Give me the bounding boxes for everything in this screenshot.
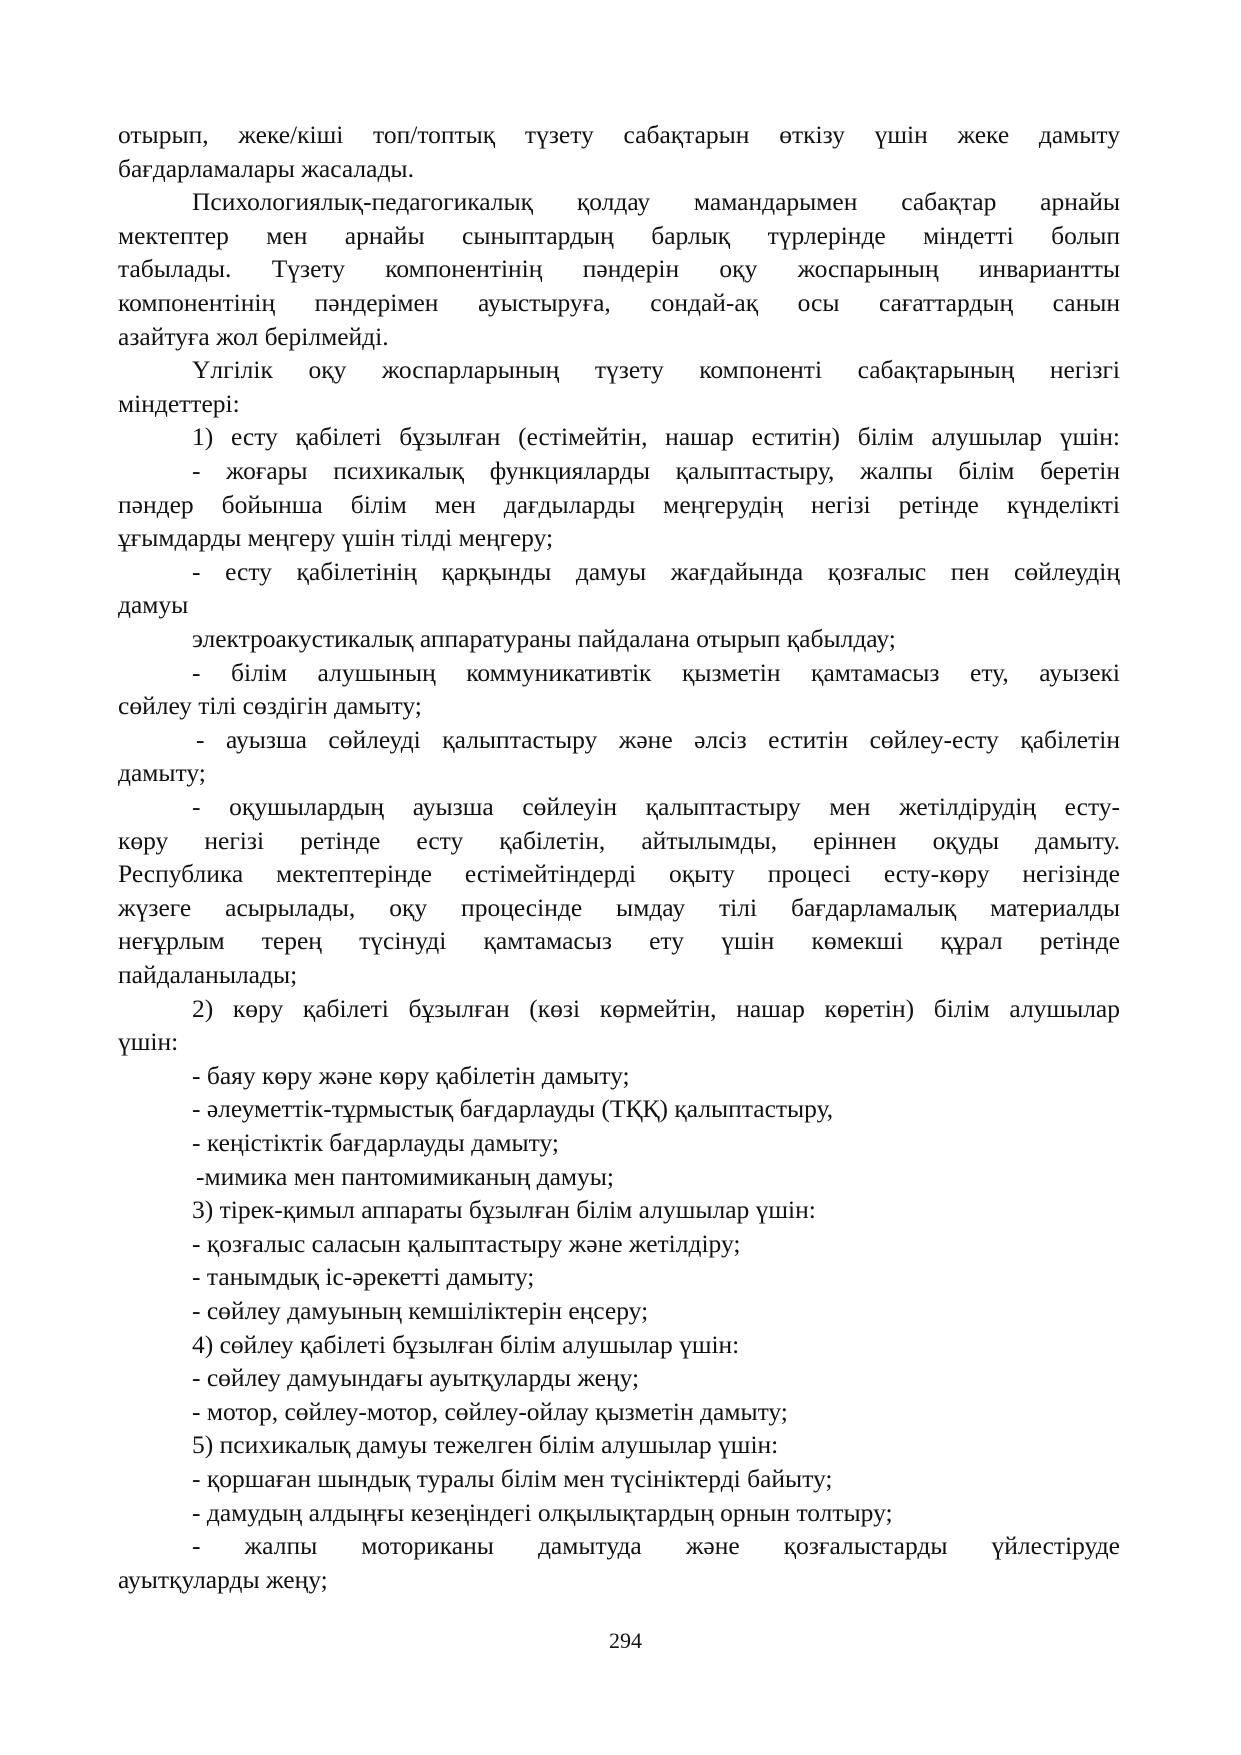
text-line: - жалпы моториканы дамытуда және қозғалыстарды үйлестіруде <box>192 1531 1120 1561</box>
text-line: сөйлеу тілі сөздігін дамыту; <box>118 691 422 721</box>
text-line: мектептер мен арнайы сыныптардың барлық түрлерінде міндетті болып <box>118 220 1120 250</box>
text-line: дамуы <box>118 590 189 620</box>
text-line: 4) сөйлеу қабілеті бұзылған білім алушылар үшін: <box>192 1329 740 1359</box>
text-line: 1) есту қабілеті бұзылған (естімейтін, нашар еститін) білім алушылар үшін: <box>192 422 1120 452</box>
text-line: - дамудың алдыңғы кезеңіндегі олқылықтардың орнын толтыру; <box>192 1497 893 1527</box>
text-line: ауытқуларды жеңу; <box>118 1564 328 1594</box>
text-line: дамыту; <box>118 758 206 788</box>
text-line: - баяу көру және көру қабілетін дамыту; <box>192 1060 630 1090</box>
text-line: көру негізі ретінде есту қабілетін, айтылымды, ерiннен оқуды дамыту. <box>118 825 1120 855</box>
text-line: 3) тірек-қимыл аппараты бұзылған білім алушылар үшін: <box>192 1195 816 1225</box>
text-line: Республика мектептерінде естімейтіндерді оқыту процесі есту-көру негізінде <box>118 859 1120 889</box>
text-line: - ауызша сөйлеуді қалыптастыру және әлсіз еститін сөйлеу-есту қабілетін <box>196 724 1120 754</box>
text-line: үшін: <box>118 1027 179 1057</box>
text-line: - оқушылардың ауызша сөйлеуін қалыптастыру мен жетілдірудің есту- <box>192 792 1120 821</box>
text-line: 2) көру қабілеті бұзылған (көзі көрмейтін, нашар көретін) білім алушылар <box>192 993 1120 1023</box>
text-line: пайдаланылады; <box>118 960 298 989</box>
text-line: Үлгілік оқу жоспарларының түзету компоненті сабақтарының негізгі <box>192 355 1120 385</box>
text-line: 5) психикалық дамуы тежелген білім алушылар үшін: <box>192 1430 779 1460</box>
text-line: - қоршаған шындық туралы білім мен түсініктерді байыту; <box>192 1464 833 1493</box>
text-line: - танымдық іс-әрекетті дамыту; <box>192 1262 535 1292</box>
text-line: - сөйлеу дамуындағы ауытқуларды жеңу; <box>192 1363 640 1393</box>
text-line: - сөйлеу дамуының кемшіліктерін еңсеру; <box>192 1296 649 1325</box>
page-number: 294 <box>609 1628 642 1653</box>
text-line: табылады. Түзету компонентінің пәндерін оқу жоспарының инвариантты <box>118 254 1120 284</box>
text-line: неғұрлым терең түсінуді қамтамасыз ету үшін көмекші құрал ретінде <box>118 926 1120 956</box>
text-line: - мотор, сөйлеу-мотор, сөйлеу-ойлау қызметін дамыту; <box>192 1396 788 1426</box>
text-line: - білім алушының коммуникативтік қызметін қамтамасыз ету, ауызекі <box>192 657 1120 687</box>
text-line: міндеттері: <box>118 388 240 418</box>
text-line: - қозғалыс саласын қалыптастыру және жетілдіру; <box>192 1228 741 1258</box>
text-line: жүзеге асырылады, оқу процесінде ымдау тілі бағдарламалық материалды <box>118 892 1120 922</box>
text-line: компонентінің пәндерімен ауыстыруға, сондай-ақ осы сағаттардың санын <box>118 288 1120 317</box>
text-line: - кеңістіктік бағдарлауды дамыту; <box>192 1128 559 1157</box>
text-line: - есту қабілетінің қарқынды дамуы жағдайында қозғалыс пен сөйлеудің <box>192 556 1120 586</box>
text-line: бағдарламалары жасалады. <box>118 153 414 183</box>
text-line: - жоғары психикалық функцияларды қалыптастыру, жалпы білім беретін <box>192 456 1120 485</box>
text-line: ұғымдарды меңгеру үшін тілді меңгеру; <box>118 523 554 553</box>
text-line: азайтуға жол берілмейді. <box>118 321 389 351</box>
text-line: -мимика мен пантомимиканың дамуы; <box>196 1161 614 1191</box>
text-line: электроакустикалық аппаратураны пайдалана отырып қабылдау; <box>192 624 896 653</box>
text-line: пәндер бойынша білім мен дағдыларды меңгерудің негізі ретінде күнделікті <box>118 489 1120 519</box>
text-line: Психологиялық-педагогикалық қолдау мамандарымен сабақтар арнайы <box>192 187 1120 217</box>
text-line: - әлеуметтік-тұрмыстық бағдарлауды (ТҚҚ) қалыптастыру, <box>192 1094 834 1124</box>
text-line: отырып, жеке/кіші топ/топтық түзету сабақтарын өткізу үшін жеке дамыту <box>118 120 1120 149</box>
